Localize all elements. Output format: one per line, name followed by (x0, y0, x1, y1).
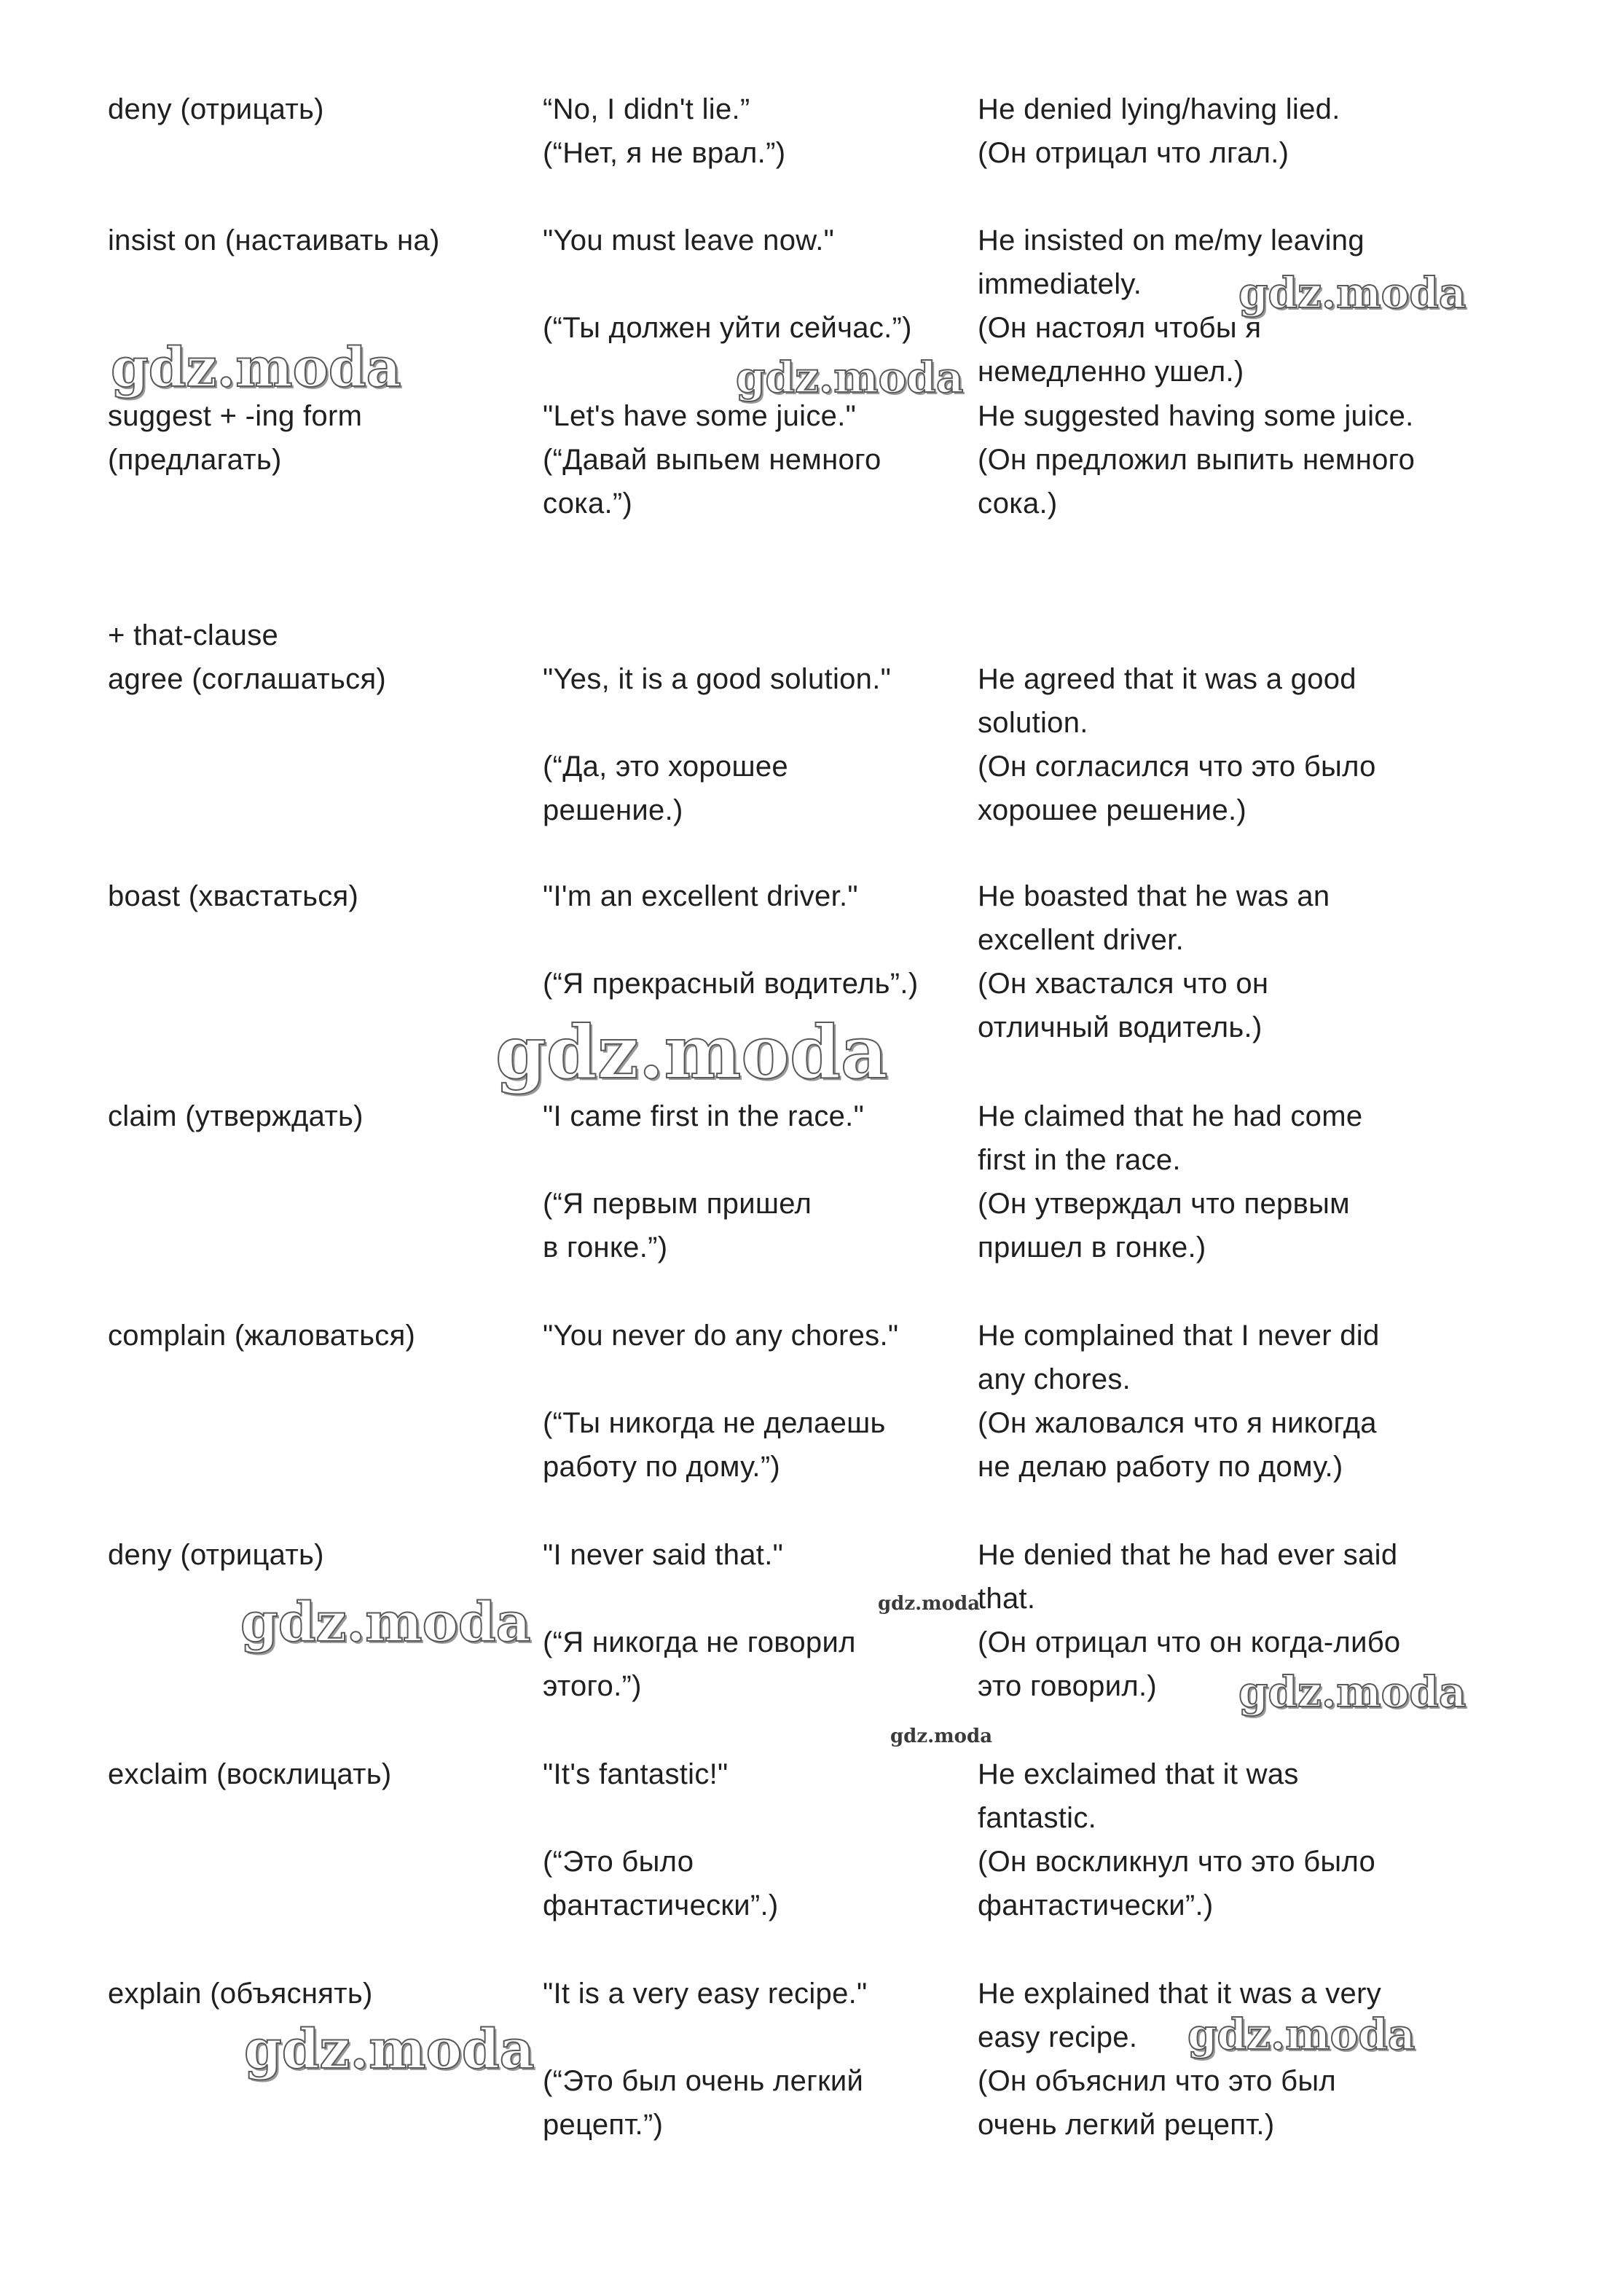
direct-speech: (“Ты должен уйти сейчас.”) (543, 312, 912, 344)
reported-speech: (Он воскликнул что это было (978, 1846, 1376, 1878)
direct-speech: "I never said that." (543, 1539, 784, 1571)
reported-speech: any chores. (978, 1363, 1131, 1395)
direct-speech: (“Да, это хорошее (543, 751, 788, 783)
reporting-verb: insist on (настаивать на) (108, 224, 440, 256)
direct-speech: (“Это был очень легкий (543, 2065, 864, 2097)
reported-speech: immediately. (978, 268, 1142, 300)
reported-speech: He boasted that he was an (978, 880, 1330, 912)
reported-speech: that. (978, 1583, 1036, 1615)
reported-speech: (Он жаловался что я никогда (978, 1407, 1377, 1439)
reported-speech: He insisted on me/my leaving (978, 224, 1365, 256)
direct-speech: "I'm an excellent driver." (543, 880, 858, 912)
reporting-verb: explain (объяснять) (108, 1978, 373, 2010)
reported-speech: (Он утверждал что первым (978, 1188, 1350, 1220)
direct-speech: (“Я первым пришел (543, 1188, 812, 1220)
reporting-verb: agree (соглашаться) (108, 663, 387, 695)
reported-speech: He suggested having some juice. (978, 400, 1414, 432)
direct-speech: (“Давай выпьем немного (543, 444, 882, 476)
reported-speech: He explained that it was a very (978, 1978, 1382, 2010)
reported-speech: сока.) (978, 487, 1058, 520)
direct-speech: работу по дому.”) (543, 1451, 781, 1483)
reporting-verb: suggest + -ing form (108, 400, 363, 432)
direct-speech: (“Это было (543, 1846, 694, 1878)
direct-speech: (“Я никогда не говорил (543, 1626, 856, 1658)
direct-speech: "You must leave now." (543, 224, 835, 256)
reported-speech: easy recipe. (978, 2021, 1138, 2053)
direct-speech: в гонке.”) (543, 1231, 668, 1263)
direct-speech: (“Я прекрасный водитель”.) (543, 968, 919, 1000)
reporting-verb: deny (отрицать) (108, 93, 324, 125)
reported-speech: (Он предложил выпить немного (978, 444, 1416, 476)
direct-speech: сока.”) (543, 487, 633, 520)
reported-speech: (Он отрицал что лгал.) (978, 137, 1289, 169)
reported-speech: solution. (978, 707, 1088, 739)
reporting-verb: boast (хвастаться) (108, 880, 359, 912)
watermark: gdz.moda (244, 2018, 535, 2081)
reported-speech: (Он согласился что это было (978, 751, 1376, 783)
reported-speech: (Он настоял чтобы я (978, 312, 1262, 344)
reported-speech: не делаю работу по дому.) (978, 1451, 1343, 1483)
reported-speech: (Он объяснил что это был (978, 2065, 1337, 2097)
reported-speech: He exclaimed that it was (978, 1758, 1299, 1790)
direct-speech: "Yes, it is a good solution." (543, 663, 892, 695)
reporting-verb: deny (отрицать) (108, 1539, 324, 1571)
reported-speech: He denied that he had ever said (978, 1539, 1398, 1571)
watermark: gdz.moda (1238, 1667, 1466, 1717)
reported-speech: fantastic. (978, 1802, 1097, 1834)
section-heading: + that-clause (108, 619, 279, 651)
watermark: gdz.moda (736, 353, 964, 402)
reporting-verb: claim (утверждать) (108, 1100, 364, 1132)
direct-speech: рецепт.”) (543, 2109, 664, 2141)
direct-speech: фантастически”.) (543, 1889, 779, 1921)
reported-speech: He agreed that it was a good (978, 663, 1356, 695)
reported-speech: очень легкий рецепт.) (978, 2109, 1275, 2141)
reported-speech: фантастически”.) (978, 1889, 1214, 1921)
watermark: gdz.moda (495, 1009, 888, 1095)
watermark: gdz.moda (878, 1593, 981, 1615)
direct-speech: "I came first in the race." (543, 1100, 865, 1132)
watermark: gdz.moda (890, 1725, 993, 1747)
reported-speech: He claimed that he had come (978, 1100, 1363, 1132)
reported-speech: хорошее решение.) (978, 794, 1247, 826)
reported-speech: first in the race. (978, 1144, 1181, 1176)
reported-speech: это говорил.) (978, 1670, 1158, 1702)
reported-speech: excellent driver. (978, 924, 1185, 956)
reported-speech: He complained that I never did (978, 1320, 1380, 1352)
watermark: gdz.moda (1238, 268, 1466, 318)
direct-speech: "It is a very easy recipe." (543, 1978, 868, 2010)
reporting-verb: complain (жаловаться) (108, 1320, 416, 1352)
watermark: gdz.moda (240, 1591, 531, 1654)
reported-speech: немедленно ушел.) (978, 356, 1244, 388)
watermark: gdz.moda (1187, 2010, 1416, 2059)
reporting-verb: (предлагать) (108, 444, 282, 476)
reporting-verb: exclaim (восклицать) (108, 1758, 392, 1790)
direct-speech: этого.”) (543, 1670, 642, 1702)
reported-speech: отличный водитель.) (978, 1011, 1263, 1043)
direct-speech: "Let's have some juice." (543, 400, 857, 432)
direct-speech: "You never do any chores." (543, 1320, 899, 1352)
direct-speech: (“Нет, я не врал.”) (543, 137, 786, 169)
reported-speech: He denied lying/having lied. (978, 93, 1340, 125)
direct-speech: “No, I didn't lie.” (543, 93, 750, 125)
direct-speech: (“Ты никогда не делаешь (543, 1407, 886, 1439)
reported-speech: (Он хвастался что он (978, 968, 1269, 1000)
reported-speech: (Он отрицал что он когда-либо (978, 1626, 1401, 1658)
reported-speech: пришел в гонке.) (978, 1231, 1206, 1263)
direct-speech: решение.) (543, 794, 683, 826)
watermark: gdz.moda (111, 337, 401, 399)
direct-speech: "It's fantastic!" (543, 1758, 729, 1790)
